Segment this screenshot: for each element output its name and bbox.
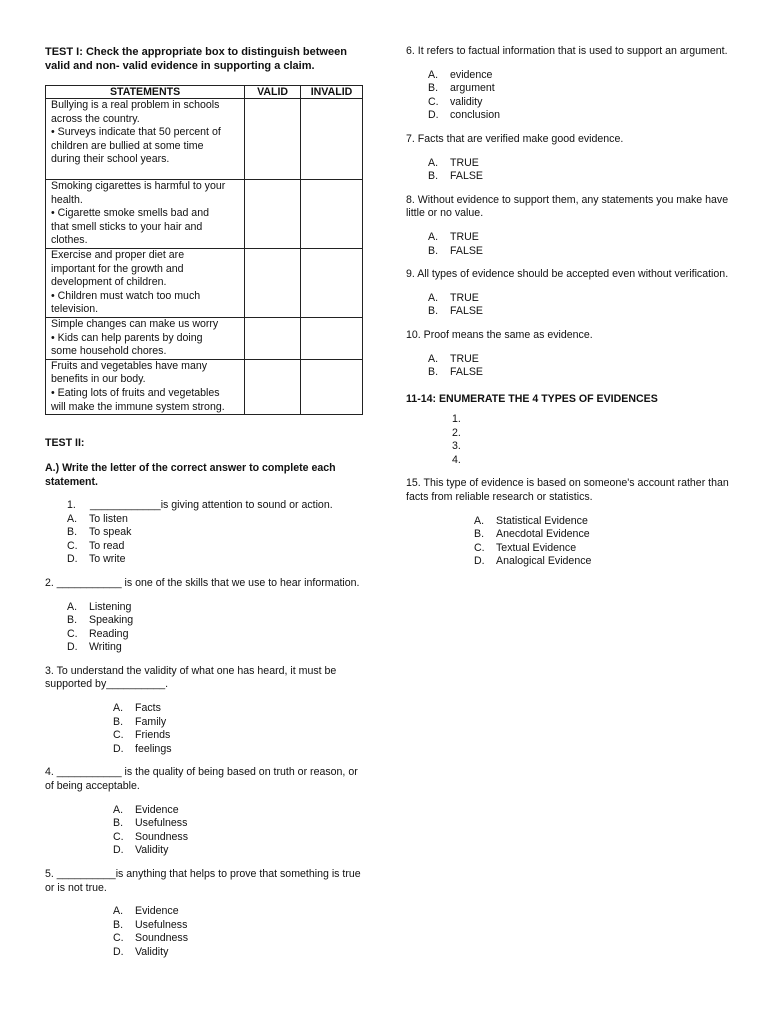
question-5: [45, 868, 363, 960]
question-10: [406, 329, 731, 380]
option-text: TRUE: [450, 291, 479, 304]
valid-checkbox-cell[interactable]: [245, 359, 301, 414]
option-letter: A.: [428, 352, 439, 365]
option-text: Anecdotal Evidence: [496, 528, 590, 541]
question-text: 3. To understand the validity of what one has heard, it must be supported by__________.: [45, 664, 337, 691]
statement-line: • Surveys indicate that 50 percent of: [51, 126, 221, 139]
question-text: ____________is giving attention to sound or action.: [90, 499, 333, 512]
test1-title: TEST I: Check the appropriate box to distinguish between valid and non- valid evidence in supporting a claim.: [45, 46, 347, 72]
option-item: [428, 245, 731, 259]
option-text: To write: [89, 553, 126, 566]
option-text: Textual Evidence: [496, 541, 577, 554]
option-text: feelings: [135, 742, 172, 755]
option-text: Validity: [135, 945, 169, 958]
question-text: 6. It refers to factual information that is used to support an argument.: [406, 45, 728, 57]
option-text: argument: [450, 82, 495, 95]
question-text: 9. All types of evidence should be accepted even without verification.: [406, 268, 729, 281]
question-4: [45, 766, 363, 858]
left-column: [45, 45, 363, 959]
options-list: [406, 515, 731, 569]
table-row: [46, 180, 363, 249]
option-letter: D.: [67, 641, 78, 654]
option-item: [113, 919, 363, 933]
option-letter: A.: [428, 231, 439, 244]
question-6: [406, 45, 731, 123]
invalid-checkbox-cell[interactable]: [301, 359, 363, 414]
option-item: [428, 109, 731, 123]
option-letter: D.: [113, 742, 124, 755]
option-item: [428, 292, 731, 306]
statement-line: Simple changes can make us worry: [51, 317, 219, 330]
option-text: conclusion: [450, 109, 501, 122]
option-text: TRUE: [450, 231, 479, 244]
option-letter: C.: [474, 541, 485, 554]
option-letter: B.: [113, 817, 124, 830]
option-text: FALSE: [450, 170, 483, 183]
statement-cell: [46, 317, 245, 359]
option-letter: D.: [474, 555, 485, 568]
option-letter: D.: [428, 109, 439, 122]
option-item: [428, 231, 731, 245]
enumerate-list: [406, 413, 731, 467]
options-list: [406, 231, 731, 258]
option-item: [428, 157, 731, 171]
option-item: [428, 69, 731, 83]
option-item: [113, 804, 363, 818]
statement-line: that smell sticks to your hair and: [51, 220, 203, 233]
option-letter: B.: [113, 918, 124, 931]
option-text: Soundness: [135, 932, 189, 945]
enumerate-item: 1.: [452, 413, 461, 426]
option-item: [113, 844, 363, 858]
option-item: [474, 528, 731, 542]
table-row: [46, 249, 363, 318]
option-text: Listening: [89, 600, 132, 613]
option-letter: B.: [428, 305, 439, 318]
option-item: [67, 540, 363, 554]
statement-line: health.: [51, 193, 83, 206]
option-item: [113, 831, 363, 845]
valid-checkbox-cell[interactable]: [245, 99, 301, 180]
statement-cell: [46, 99, 245, 180]
option-letter: B.: [428, 170, 439, 183]
question-number: 1.: [67, 499, 76, 512]
option-letter: C.: [113, 729, 124, 742]
options-list: [406, 292, 731, 319]
statement-line: benefits in our body.: [51, 373, 146, 386]
option-item: [474, 555, 731, 569]
valid-checkbox-cell[interactable]: [245, 180, 301, 249]
option-letter: A.: [428, 291, 439, 304]
options-list: [406, 69, 731, 123]
option-text: Family: [135, 715, 167, 728]
table-body: [46, 99, 363, 415]
enumerate-item: 2.: [452, 426, 461, 439]
option-item: [113, 729, 363, 743]
statement-line: some household chores.: [51, 345, 167, 358]
question-8: [406, 194, 731, 259]
enumerate-section: [406, 393, 731, 468]
option-text: Speaking: [89, 614, 134, 627]
question-text: 4. ___________ is the quality of being based on truth or reason, or of being acceptable.: [45, 766, 358, 792]
question-text: 5. __________is anything that helps to prove that something is true or is not true.: [45, 867, 361, 894]
statement-cell: [46, 180, 245, 249]
question-7: [406, 133, 731, 184]
option-letter: C.: [67, 627, 78, 640]
option-text: Writing: [89, 641, 122, 654]
statement-line: across the country.: [51, 112, 140, 125]
option-letter: D.: [113, 844, 124, 857]
header-statements: STATEMENTS: [46, 86, 245, 99]
option-text: Reading: [89, 627, 129, 640]
option-letter: B.: [428, 82, 439, 95]
statement-line: during their school years.: [51, 153, 170, 166]
option-letter: D.: [113, 945, 124, 958]
option-text: Usefulness: [135, 817, 188, 830]
options-list: [45, 601, 363, 655]
table-row: [46, 317, 363, 359]
option-item: [67, 628, 363, 642]
question-3: [45, 665, 363, 757]
statement-line: will make the immune system strong.: [51, 400, 225, 413]
option-item: [67, 601, 363, 615]
option-letter: B.: [428, 244, 439, 257]
option-letter: D.: [67, 553, 78, 566]
header-valid: VALID: [245, 86, 301, 99]
option-letter: C.: [113, 830, 124, 843]
options-list: [45, 804, 363, 858]
option-item: [113, 817, 363, 831]
option-item: [428, 82, 731, 96]
option-item: [113, 946, 363, 960]
options-list: [67, 513, 363, 567]
statement-cell: [46, 359, 245, 414]
enumerate-item: 4.: [452, 453, 461, 466]
option-text: FALSE: [450, 305, 483, 318]
option-item: [428, 96, 731, 110]
option-letter: C.: [428, 95, 439, 108]
invalid-checkbox-cell[interactable]: [301, 180, 363, 249]
option-item: [474, 515, 731, 529]
question-text: 8. Without evidence to support them, any statements you make have little or no value.: [406, 193, 729, 220]
option-text: Validity: [135, 844, 169, 857]
question-9: [406, 268, 731, 319]
statement-line: • Kids can help parents by doing: [51, 331, 203, 344]
option-item: [67, 553, 363, 567]
statement-line: clothes.: [51, 234, 88, 247]
statement-line: • Children must watch too much: [51, 289, 201, 302]
option-text: TRUE: [450, 156, 479, 169]
option-text: To listen: [89, 512, 128, 525]
question-text: 10. Proof means the same as evidence.: [406, 328, 593, 341]
option-text: To read: [89, 539, 125, 552]
option-item: [428, 366, 731, 380]
statement-line: • Cigarette smoke smells bad and: [51, 207, 209, 220]
option-item: [113, 905, 363, 919]
question-1: [45, 499, 363, 567]
question-text: 2. ___________ is one of the skills that we use to hear information.: [45, 576, 360, 589]
option-item: [67, 614, 363, 628]
question-text: 7. Facts that are verified make good evidence.: [406, 132, 624, 145]
option-item: [428, 170, 731, 184]
option-letter: B.: [428, 366, 439, 379]
evidence-table: [45, 85, 363, 415]
option-item: [113, 932, 363, 946]
valid-checkbox-cell[interactable]: [245, 249, 301, 318]
option-letter: C.: [67, 539, 78, 552]
option-text: Statistical Evidence: [496, 514, 588, 527]
option-letter: B.: [474, 528, 485, 541]
test2-instruction: A.) Write the letter of the correct answer to complete each statement.: [45, 461, 336, 488]
option-text: FALSE: [450, 366, 483, 379]
option-letter: A.: [474, 514, 485, 527]
table-row: [46, 99, 363, 180]
option-text: validity: [450, 95, 483, 108]
option-text: Friends: [135, 729, 171, 742]
option-text: To speak: [89, 526, 132, 539]
option-letter: C.: [113, 932, 124, 945]
options-list: [406, 353, 731, 380]
valid-checkbox-cell[interactable]: [245, 317, 301, 359]
table-header-row: [46, 86, 363, 99]
option-item: [428, 305, 731, 319]
option-letter: B.: [113, 715, 124, 728]
table-row: [46, 359, 363, 414]
option-letter: A.: [67, 600, 78, 613]
question-2: [45, 577, 363, 655]
enumerate-title: 11-14: ENUMERATE THE 4 TYPES OF EVIDENCES: [406, 392, 658, 405]
option-letter: A.: [428, 68, 439, 81]
invalid-checkbox-cell[interactable]: [301, 317, 363, 359]
option-text: Analogical Evidence: [496, 555, 592, 568]
option-letter: A.: [113, 905, 124, 918]
option-text: FALSE: [450, 244, 483, 257]
statement-cell: [46, 249, 245, 318]
statement-line: children are bullied at some time: [51, 139, 204, 152]
statement-line: development of children.: [51, 276, 167, 289]
option-item: [113, 702, 363, 716]
option-text: TRUE: [450, 352, 479, 365]
header-invalid: INVALID: [301, 86, 363, 99]
statement-line: Exercise and proper diet are: [51, 249, 185, 261]
statement-line: important for the growth and: [51, 262, 184, 275]
option-item: [67, 526, 363, 540]
option-letter: B.: [67, 526, 78, 539]
invalid-checkbox-cell[interactable]: [301, 99, 363, 180]
question-15: [406, 477, 731, 569]
option-item: [67, 641, 363, 655]
option-item: [113, 716, 363, 730]
statement-line: • Eating lots of fruits and vegetables: [51, 386, 220, 399]
statement-line: television.: [51, 303, 99, 316]
option-text: Evidence: [135, 803, 179, 816]
question-text: 15. This type of evidence is based on someone's account rather than facts from reliable research or statistics.: [406, 477, 729, 504]
option-item: [428, 353, 731, 367]
options-list: [406, 157, 731, 184]
options-list: [45, 702, 363, 756]
option-letter: A.: [113, 803, 124, 816]
option-text: evidence: [450, 68, 493, 81]
option-letter: A.: [428, 156, 439, 169]
statement-line: Bullying is a real problem in schools: [51, 99, 220, 111]
option-text: Evidence: [135, 905, 179, 918]
option-item: [113, 743, 363, 757]
options-list: [45, 905, 363, 959]
right-column: [406, 45, 731, 569]
option-item: [67, 513, 363, 527]
statement-line: Fruits and vegetables have many: [51, 359, 208, 372]
enumerate-item: 3.: [452, 440, 461, 453]
invalid-checkbox-cell[interactable]: [301, 249, 363, 318]
option-letter: A.: [67, 512, 78, 525]
statement-line: Smoking cigarettes is harmful to your: [51, 180, 226, 192]
option-text: Usefulness: [135, 918, 188, 931]
option-text: Soundness: [135, 830, 189, 843]
option-text: Facts: [135, 702, 161, 715]
option-letter: B.: [67, 614, 78, 627]
test2-title: TEST II:: [45, 437, 85, 450]
option-letter: A.: [113, 702, 124, 715]
option-item: [474, 542, 731, 556]
